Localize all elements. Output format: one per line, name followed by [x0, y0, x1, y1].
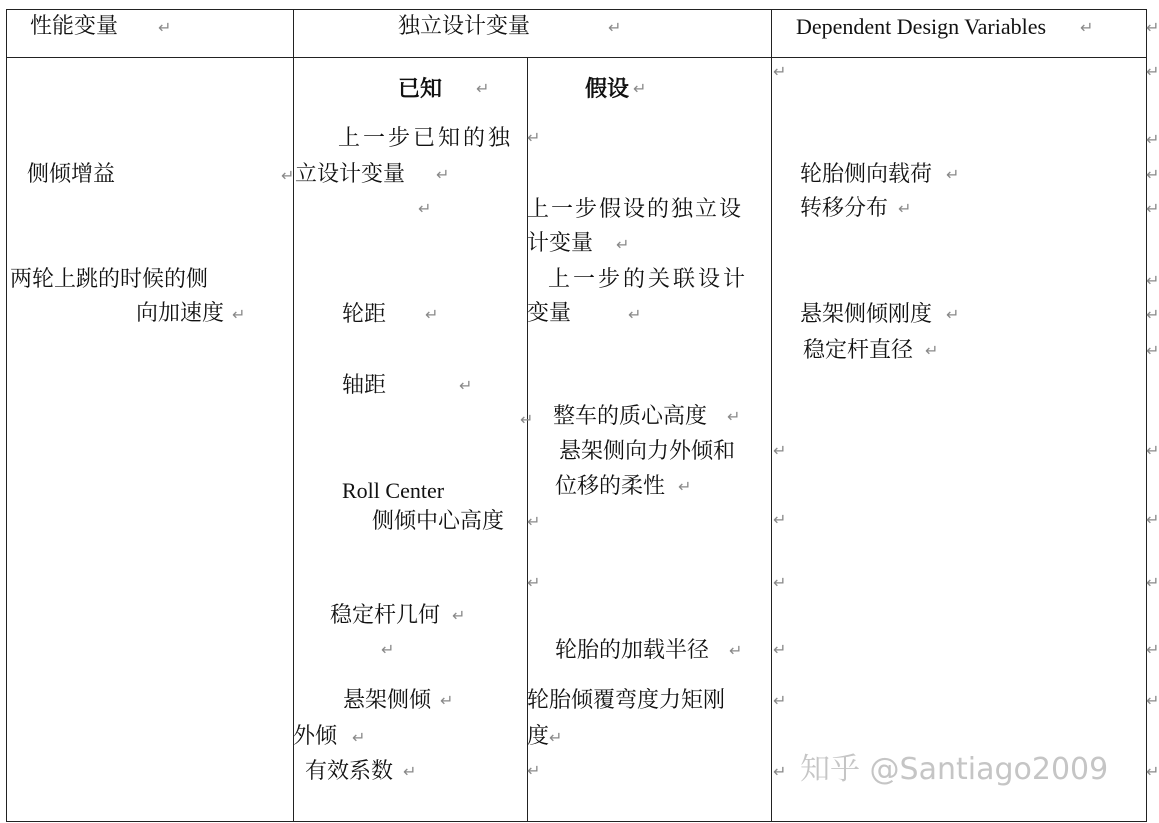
row-end-mark: ↵ — [1146, 165, 1159, 184]
assumed-overturn-stiffness-line2: 度 — [527, 724, 550, 749]
paragraph-mark: ↵ — [773, 573, 787, 592]
row-end-mark: ↵ — [1146, 341, 1159, 360]
paragraph-mark: ↵ — [925, 341, 939, 360]
row-end-mark: ↵ — [1146, 271, 1159, 290]
paragraph-mark: ↵ — [727, 407, 741, 426]
paragraph-mark: ↵ — [773, 441, 787, 460]
table-border-top — [6, 9, 1147, 10]
perf-roll-gain: 侧倾增益 — [27, 162, 116, 187]
known-track-width: 轮距 — [342, 302, 387, 327]
row-end-mark: ↵ — [1146, 640, 1159, 659]
paragraph-mark: ↵ — [452, 606, 466, 625]
known-wheelbase: 轴距 — [342, 373, 387, 398]
assumed-overturn-stiffness-line1: 轮胎倾覆弯度力矩刚 — [527, 688, 726, 713]
paragraph-mark: ↵ — [425, 305, 439, 324]
paragraph-mark: ↵ — [773, 62, 787, 81]
paragraph-mark: ↵ — [946, 305, 960, 324]
paragraph-mark: ↵ — [352, 728, 366, 747]
row-end-mark: ↵ — [1146, 510, 1159, 529]
known-roll-center-en: Roll Center — [342, 478, 445, 503]
assumed-prev-independent-line2: 计变量 — [527, 231, 594, 256]
paragraph-mark: ↵ — [729, 641, 743, 660]
paragraph-mark: ↵ — [440, 691, 454, 710]
assumed-compliance-line2: 位移的柔性 — [555, 474, 666, 499]
paragraph-mark: ↵ — [436, 165, 450, 184]
known-prev-line2: 立设计变量 — [295, 162, 406, 187]
paragraph-mark: ↵ — [773, 691, 787, 710]
row-end-mark: ↵ — [1146, 441, 1159, 460]
paragraph-mark: ↵ — [476, 79, 490, 98]
paragraph-mark: ↵ — [418, 199, 432, 218]
paragraph-mark: ↵ — [898, 199, 912, 218]
row-end-mark: ↵ — [1146, 573, 1159, 592]
paragraph-mark: ↵ — [527, 573, 541, 592]
perf-lateral-accel-line2: 向加速度 — [136, 301, 225, 326]
paragraph-mark: ↵ — [520, 410, 534, 429]
paragraph-mark: ↵ — [628, 305, 642, 324]
paragraph-mark: ↵ — [403, 762, 417, 781]
header-divider — [6, 57, 1147, 58]
paragraph-mark: ↵ — [678, 477, 692, 496]
paragraph-mark: ↵ — [773, 762, 787, 781]
column-divider-1 — [293, 9, 294, 822]
header-independent-design-variables: 独立设计变量 — [398, 14, 531, 39]
known-susp-roll-line2: 外倾 — [293, 724, 338, 749]
table-border-left — [6, 9, 7, 822]
header-performance-variables: 性能变量 — [30, 14, 119, 39]
assumed-prev-independent-line1: 上一步假设的独立设 — [527, 197, 744, 222]
known-susp-roll-line3: 有效系数 — [305, 759, 394, 784]
perf-lateral-accel-line1: 两轮上跳的时候的侧 — [10, 267, 209, 292]
known-roll-center-cn: 侧倾中心高度 — [372, 509, 505, 534]
dependent-bar-diameter: 稳定杆直径 — [803, 338, 914, 363]
assumed-compliance-line1: 悬架侧向力外倾和 — [559, 439, 736, 464]
row-end-mark: ↵ — [1146, 62, 1159, 81]
row-end-mark: ↵ — [1146, 305, 1159, 324]
paragraph-mark: ↵ — [633, 79, 647, 98]
paragraph-mark: ↵ — [527, 761, 541, 780]
paragraph-mark: ↵ — [773, 510, 787, 529]
paragraph-mark: ↵ — [946, 165, 960, 184]
table-border-bottom — [6, 821, 1147, 822]
column-divider-3 — [771, 9, 772, 822]
paragraph-mark: ↵ — [527, 512, 541, 531]
paragraph-mark: ↵ — [281, 166, 295, 185]
assumed-cg-height: 整车的质心高度 — [553, 404, 708, 429]
zhihu-watermark: 知乎 @Santiago2009 — [800, 752, 1109, 787]
paragraph-mark: ↵ — [549, 728, 563, 747]
known-prev-line1: 上一步已知的独 — [338, 126, 514, 151]
assumed-prev-related-line1: 上一步的关联设计 — [548, 267, 749, 292]
dependent-roll-stiffness: 悬架侧倾刚度 — [800, 302, 933, 327]
known-susp-roll-line1: 悬架侧倾 — [343, 688, 432, 713]
dependent-lateral-transfer-line2: 转移分布 — [800, 196, 889, 221]
subheader-known: 已知 — [398, 76, 443, 102]
paragraph-mark: ↵ — [232, 305, 246, 324]
row-end-mark: ↵ — [1146, 762, 1159, 781]
paragraph-mark: ↵ — [608, 18, 622, 37]
paragraph-mark: ↵ — [616, 235, 630, 254]
paragraph-mark: ↵ — [1080, 18, 1094, 37]
known-stabilizer-geometry: 稳定杆几何 — [330, 603, 441, 628]
row-end-mark: ↵ — [1146, 691, 1159, 710]
paragraph-mark: ↵ — [527, 128, 541, 147]
row-end-mark: ↵ — [1146, 18, 1159, 37]
paragraph-mark: ↵ — [773, 640, 787, 659]
paragraph-mark: ↵ — [158, 18, 172, 37]
assumed-prev-related-line2: 变量 — [527, 301, 572, 326]
assumed-loaded-radius: 轮胎的加载半径 — [555, 638, 710, 663]
row-end-mark: ↵ — [1146, 130, 1159, 149]
dependent-lateral-transfer-line1: 轮胎侧向载荷 — [800, 162, 933, 187]
paragraph-mark: ↵ — [459, 376, 473, 395]
row-end-mark: ↵ — [1146, 199, 1159, 218]
header-dependent-design-variables: Dependent Design Variables — [796, 14, 1047, 39]
paragraph-mark: ↵ — [381, 640, 395, 659]
subheader-assumed: 假设 — [585, 76, 630, 102]
